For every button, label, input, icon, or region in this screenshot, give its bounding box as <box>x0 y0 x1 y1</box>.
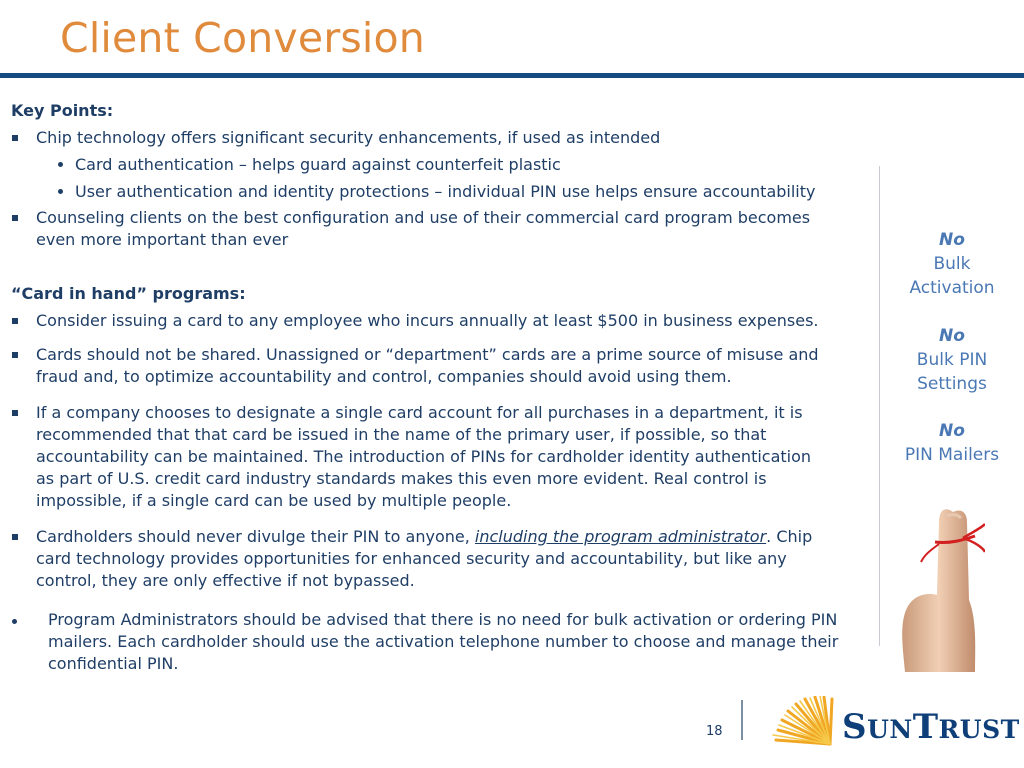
card-in-hand-heading: “Card in hand” programs: <box>11 284 246 303</box>
logo-letters: UN <box>867 715 913 744</box>
slide-title: Client Conversion <box>60 14 425 62</box>
round-bullet-icon <box>58 189 63 194</box>
key-point-1: Chip technology offers significant security enhancements, if used as intended <box>36 128 661 147</box>
sidebar-item-bulk-activation <box>880 228 1024 300</box>
square-bullet-icon <box>12 215 18 221</box>
sidebar-item-pin-mailers <box>880 419 1024 467</box>
sidebar-item-text: Settings <box>917 374 987 394</box>
square-bullet-icon <box>12 534 18 540</box>
point-4-text-start: Cardholders should never divulge their PIN to anyone, <box>36 527 475 546</box>
card-in-hand-point-5-line-2: mailers. Each cardholder should use the activation telephone number to choose and manage their <box>48 632 839 651</box>
suntrust-logo-wordmark <box>842 707 1020 747</box>
key-point-2-line-1: Counseling clients on the best configuration and use of their commercial card program becomes <box>36 208 811 227</box>
footer-divider <box>741 700 743 740</box>
card-in-hand-point-3-line-5: impossible, if a single card can be used by multiple people. <box>36 491 512 510</box>
title-divider <box>0 73 1024 78</box>
point-4-text-end: . Chip <box>766 527 813 546</box>
card-in-hand-point-2-line-1: Cards should not be shared. Unassigned or “department” cards are a prime source of misuse and <box>36 345 819 364</box>
card-in-hand-point-2-line-2: fraud and, to optimize accountability and control, companies should avoid using them. <box>36 367 732 386</box>
card-in-hand-point-4-line-3: control, they are only effective if not bypassed. <box>36 571 415 590</box>
square-bullet-icon <box>12 318 18 324</box>
key-point-1-sub-2: User authentication and identity protections – individual PIN use helps ensure accountability <box>75 182 816 201</box>
card-in-hand-point-5-line-1: Program Administrators should be advised that there is no need for bulk activation or ordering PIN <box>48 610 838 629</box>
sidebar-item-text: Bulk PIN <box>916 350 988 370</box>
key-point-2-line-2: even more important than ever <box>36 230 289 249</box>
point-4-emphasis: including the program administrator <box>474 527 767 546</box>
card-in-hand-point-3-line-1: If a company chooses to designate a single card account for all purchases in a department, it is <box>36 403 803 422</box>
card-in-hand-point-3-line-3: accountability can be maintained. The introduction of PINs for cardholder identity authentication <box>36 447 812 466</box>
sidebar-item-text: Bulk <box>933 254 971 274</box>
sidebar-no-label: No <box>939 230 965 250</box>
round-bullet-icon <box>12 619 17 624</box>
key-point-1-sub-1: Card authentication – helps guard against counterfeit plastic <box>75 155 561 174</box>
card-in-hand-point-3-line-2: recommended that that card be issued in the name of the primary user, if possible, so that <box>36 425 767 444</box>
card-in-hand-point-5-line-3: confidential PIN. <box>48 654 179 673</box>
sidebar-no-label: No <box>939 421 965 441</box>
sidebar-no-label: No <box>939 326 965 346</box>
sidebar-item-text: Activation <box>909 278 995 298</box>
logo-letter: T <box>912 707 939 747</box>
round-bullet-icon <box>58 162 63 167</box>
sidebar-item-bulk-pin-settings <box>880 324 1024 396</box>
square-bullet-icon <box>12 410 18 416</box>
card-in-hand-point-1: Consider issuing a card to any employee who incurs annually at least $500 in business expenses. <box>36 311 819 330</box>
card-in-hand-point-4-line-1 <box>36 526 812 549</box>
card-in-hand-point-4-line-2: card technology provides opportunities for enhanced security and accountability, but like any <box>36 549 787 568</box>
finger-reminder-icon <box>895 500 985 672</box>
logo-letter: S <box>842 707 868 747</box>
card-in-hand-point-3-line-4: as part of U.S. credit card industry standards makes this even more evident. Real control is <box>36 469 767 488</box>
square-bullet-icon <box>12 135 18 141</box>
page-number: 18 <box>706 724 723 739</box>
logo-letters: RUST <box>938 715 1020 744</box>
sidebar-item-text: PIN Mailers <box>904 445 1000 465</box>
square-bullet-icon <box>12 352 18 358</box>
key-points-heading: Key Points: <box>11 101 114 120</box>
